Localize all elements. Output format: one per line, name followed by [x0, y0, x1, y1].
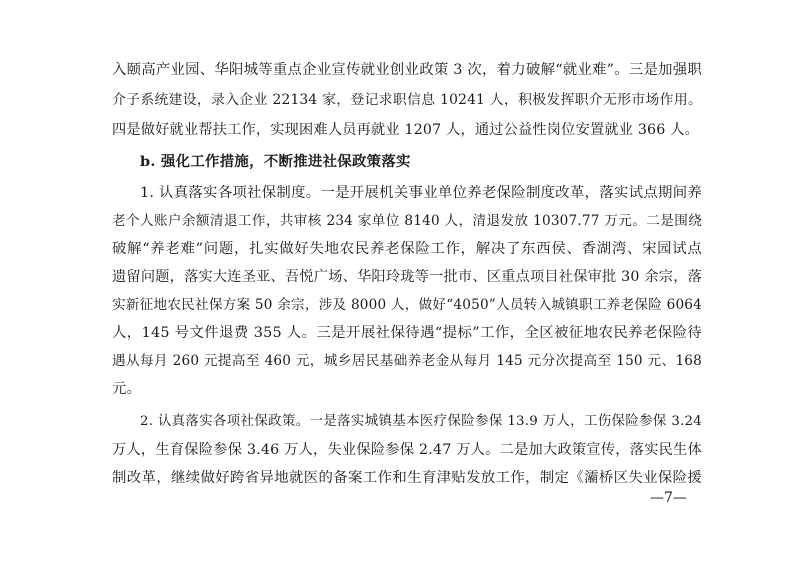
paragraph-line: 实新征地农民社保方案 50 余宗，涉及 8000 人，做好“4050”人员转入城镇职工养老保险 6064 — [112, 297, 702, 313]
paragraph-line: 2. 认真落实各项社保政策。一是落实城镇基本医疗保险参保 13.9 万人，工伤保险参保 3.24 — [140, 414, 702, 429]
paragraph-line: 老个人账户余额清退工作，共审核 234 家单位 8140 人，清退发放 10307.77 万元。二是围绕 — [112, 213, 702, 229]
paragraph-line: 人，145 号文件退费 355 人。三是开展社保待遇“提标”工作，全区被征地农民养老保险待 — [112, 325, 702, 341]
text-line: 入颐高产业园、华阳城等重点企业宣传就业创业政策 3 次，着力破解“就业难”。三是加强职 — [112, 62, 702, 78]
paragraph-line: 制改革，继续做好跨省异地就医的备案工作和生育津贴发放工作，制定《灞桥区失业保险援 — [112, 470, 702, 486]
page-number: —7— — [650, 490, 687, 506]
paragraph-line: 1. 认真落实各项社保制度。一是开展机关事业单位养老保险制度改革，落实试点期间养 — [140, 185, 702, 201]
paragraph-line: 破解“养老难”问题，扎实做好失地农民养老保险工作，解决了东西侯、香湖湾、宋园试点 — [112, 241, 702, 257]
section-heading: b. 强化工作措施，不断推进社保政策落实 — [140, 153, 411, 170]
paragraph-line: 万人，生育保险参保 3.46 万人，失业保险参保 2.47 万人。二是加大政策宣传，落实民生体 — [112, 442, 702, 458]
text-line: 四是做好就业帮扶工作，实现困难人员再就业 1207 人，通过公益性岗位安置就业 366 人。 — [112, 122, 699, 138]
paragraph-line: 元。 — [112, 381, 142, 397]
paragraph-line: 遗留问题，落实大连圣亚、吾悦广场、华阳玲珑等一批市、区重点项目社保审批 30 余宗，落 — [112, 269, 702, 285]
text-line: 介子系统建设，录入企业 22134 家，登记求职信息 10241 人，积极发挥职介无形市场作用。 — [112, 92, 702, 108]
paragraph-line: 遇从每月 260 元提高至 460 元，城乡居民基础养老金从每月 145 元分次提高至 150 元、168 — [112, 353, 702, 369]
